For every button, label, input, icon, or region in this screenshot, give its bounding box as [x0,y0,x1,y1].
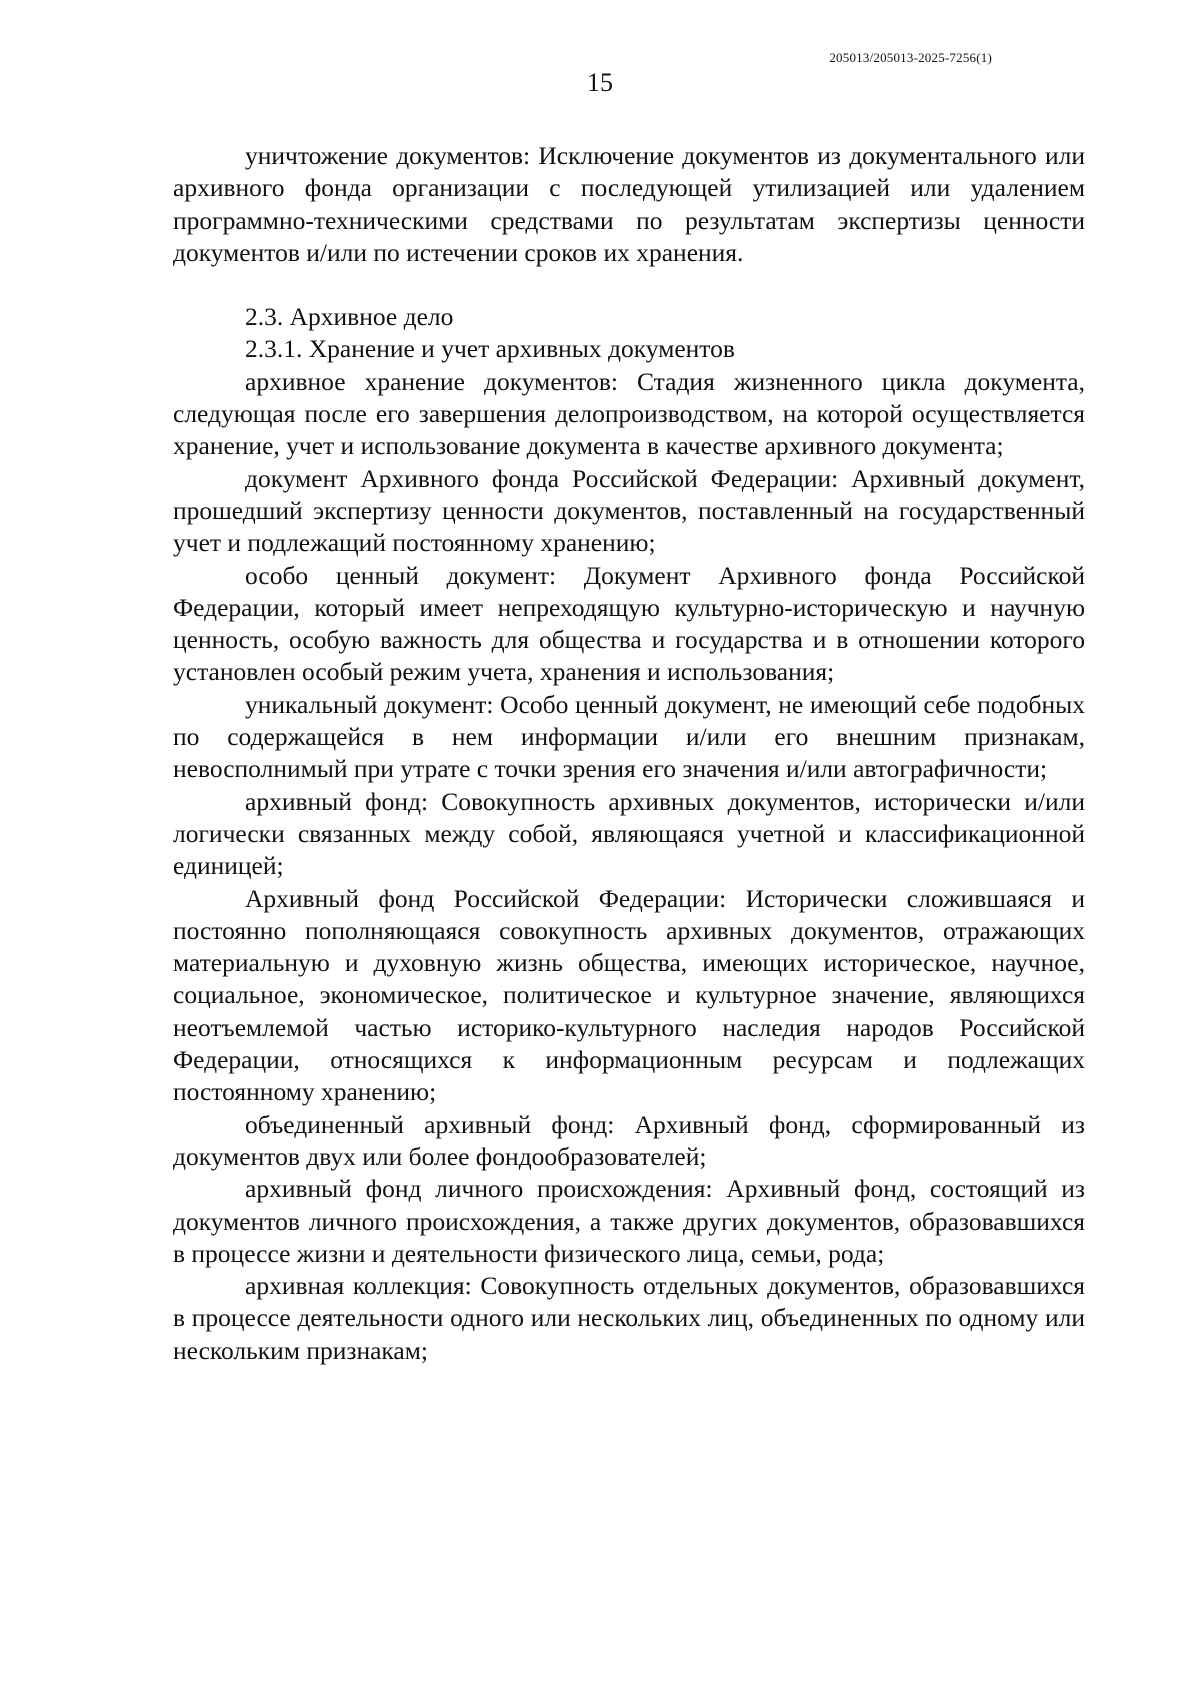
page-number: 15 [587,68,613,97]
definition-destruction: уничтожение документов: Исключение документов из документального или архивного фонда организации с последующей утилизацией или удалением программно-техническими средствами по результатам экспертизы ценности документов и/или по истечении сроков их хранения. [173,141,1085,267]
definition-archival-collection: архивная коллекция: Совокупность отдельных документов, образовавшихся в процессе деятельности одного или нескольких лиц, объединенных по одному или нескольким признакам; [173,1271,1085,1365]
definition-archival-fund: архивный фонд: Совокупность архивных документов, исторически и/или логически связанных между собой, являющаяся учетной и классификационной единицей; [173,786,1085,881]
document-id: 205013/205013-2025-7256(1) [829,50,992,65]
document-body [173,140,1085,1367]
section-heading-archival-affairs: 2.3. Архивное дело [245,302,454,332]
definition-united-archival-fund: объединенный архивный фонд: Архивный фонд, сформированный из документов двух или более фондообразователей; [173,1109,1085,1171]
definition-unique-document: уникальный документ: Особо ценный документ, не имеющий себе подобных по содержащейся в нем информации и/или его внешним признакам, невосполнимый при утрате с точки зрения его значения и/или автографичности; [173,689,1085,784]
definition-archival-storage: архивное хранение документов: Стадия жизненного цикла документа, следующая после его завершения делопроизводством, на которой осуществляется хранение, учет и использование документа в качестве архивного документа; [173,366,1085,461]
definition-archive-fund-document: документ Архивного фонда Российской Федерации: Архивный документ, прошедший экспертизу ценности документов, поставленный на государственный учет и подлежащий постоянному хранению; [173,463,1085,558]
subsection-heading-storage-accounting: 2.3.1. Хранение и учет архивных документов [245,334,735,364]
definition-russian-archive-fund: Архивный фонд Российской Федерации: Исторически сложившаяся и постоянно пополняющаяся совокупность архивных документов, отражающих материальную и духовную жизнь общества, имеющих историческое, научное, социальное, экономическое, политическое и культурное значение, являющихся неотъемлемой частью историко-культурного наследия народов Российской Федерации, относящихся к информационным ресурсам и подлежащих постоянному хранению; [173,883,1085,1107]
definition-especially-valuable-document: особо ценный документ: Документ Архивного фонда Российской Федерации, который имеет непреходящую культурно-историческую и научную ценность, особую важность для общества и государства и в отношении которого установлен особый режим учета, хранения и использования; [173,560,1085,687]
definition-personal-origin-fund: архивный фонд личного происхождения: Архивный фонд, состоящий из документов личного происхождения, а также других документов, образовавшихся в процессе жизни и деятельности физического лица, семьи, рода; [173,1174,1085,1268]
